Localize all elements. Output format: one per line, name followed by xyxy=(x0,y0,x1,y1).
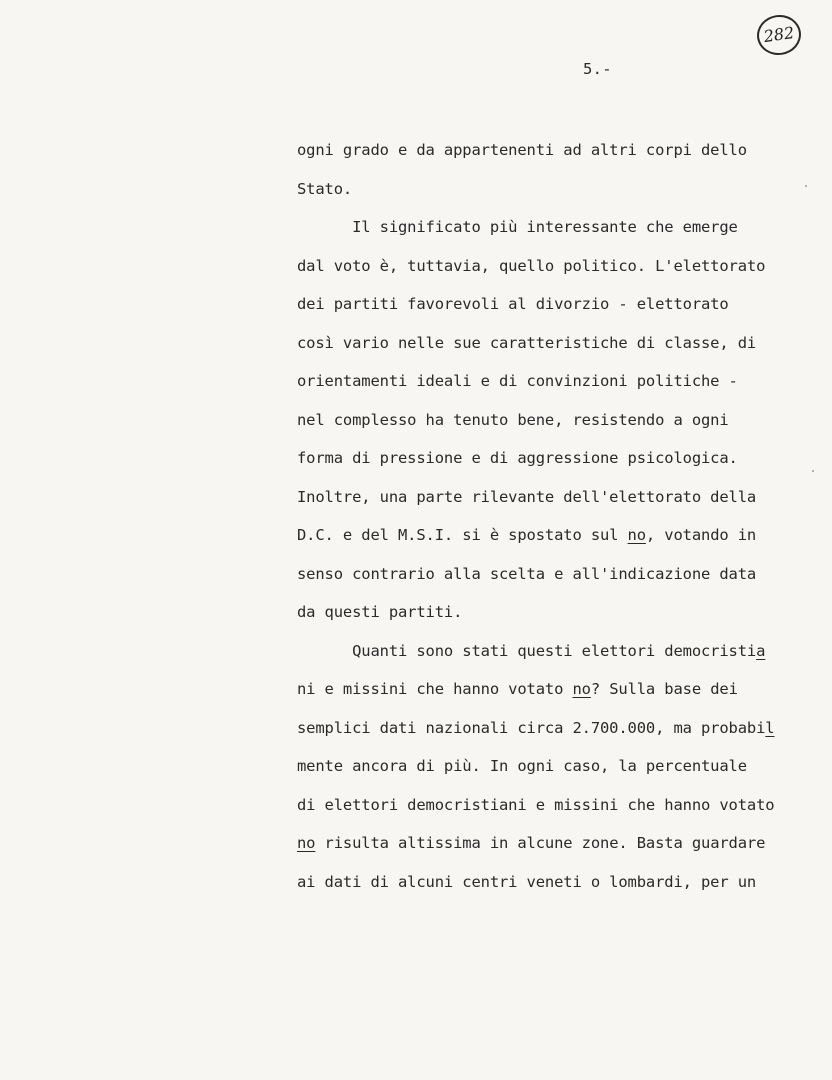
text-segment: da questi partiti. xyxy=(297,603,463,621)
text-segment: risulta altissima in alcune zone. Basta guardare xyxy=(315,834,766,852)
underlined-text: l xyxy=(765,718,775,737)
text-line xyxy=(297,526,756,544)
text-segment: Quanti sono stati questi elettori democristi xyxy=(297,641,757,660)
text-line xyxy=(297,719,774,737)
text-line xyxy=(297,565,756,583)
text-segment: ni e missini che hanno votato xyxy=(297,680,573,698)
text-segment: forma di pressione e di aggressione psicologica. xyxy=(297,449,738,467)
text-segment: nel complesso ha tenuto bene, resistendo a ogni xyxy=(297,410,729,429)
text-segment: D.C. e del M.S.I. si è spostato sul xyxy=(297,526,628,544)
text-segment: senso contrario alla scelta e all'indicazione data xyxy=(297,564,757,583)
text-segment: , votando in xyxy=(645,526,757,544)
text-line xyxy=(297,680,738,698)
page-stamp: 282 xyxy=(754,12,803,58)
underlined-text: a xyxy=(756,641,766,660)
text-line xyxy=(297,180,352,198)
text-segment: ai dati di alcuni centri veneti o lombardi, per un xyxy=(297,872,757,891)
text-line xyxy=(297,603,462,621)
underlined-text: no xyxy=(572,680,591,698)
text-segment: orientamenti ideali e di convinzioni politiche - xyxy=(297,372,738,390)
text-line xyxy=(297,873,756,891)
text-line xyxy=(297,218,738,236)
text-line xyxy=(297,295,729,313)
text-line xyxy=(297,757,747,775)
underlined-text: no xyxy=(297,834,316,852)
scan-speck xyxy=(812,470,814,472)
text-segment: Inoltre, una parte rilevante dell'elettorato della xyxy=(297,487,757,506)
scan-speck xyxy=(805,185,807,187)
text-line xyxy=(297,488,756,506)
text-line xyxy=(297,257,765,275)
underlined-text: no xyxy=(627,526,646,544)
text-line xyxy=(297,141,747,159)
text-segment: così vario nelle sue caratteristiche di classe, di xyxy=(297,333,757,352)
text-line xyxy=(297,796,774,814)
text-segment: dal voto è, tuttavia, quello politico. L'elettorato xyxy=(297,256,766,275)
text-segment: semplici dati nazionali circa 2.700.000, ma probabi xyxy=(297,718,766,737)
page-number: 5.- xyxy=(583,60,612,78)
text-segment: dei partiti favorevoli al divorzio - elettorato xyxy=(297,295,729,313)
text-line xyxy=(297,834,765,852)
text-segment: Il significato più interessante che emerge xyxy=(297,218,738,236)
text-segment: Stato. xyxy=(297,179,353,198)
text-line xyxy=(297,372,738,390)
text-line xyxy=(297,642,765,660)
text-segment: mente ancora di più. In ogni caso, la percentuale xyxy=(297,757,747,775)
text-segment: ? Sulla base dei xyxy=(590,680,738,698)
text-segment: ogni grado e da appartenenti ad altri corpi dello xyxy=(297,141,747,159)
text-line xyxy=(297,334,756,352)
text-line xyxy=(297,449,738,467)
text-line xyxy=(297,411,729,429)
text-segment: di elettori democristiani e missini che hanno votato xyxy=(297,795,775,814)
